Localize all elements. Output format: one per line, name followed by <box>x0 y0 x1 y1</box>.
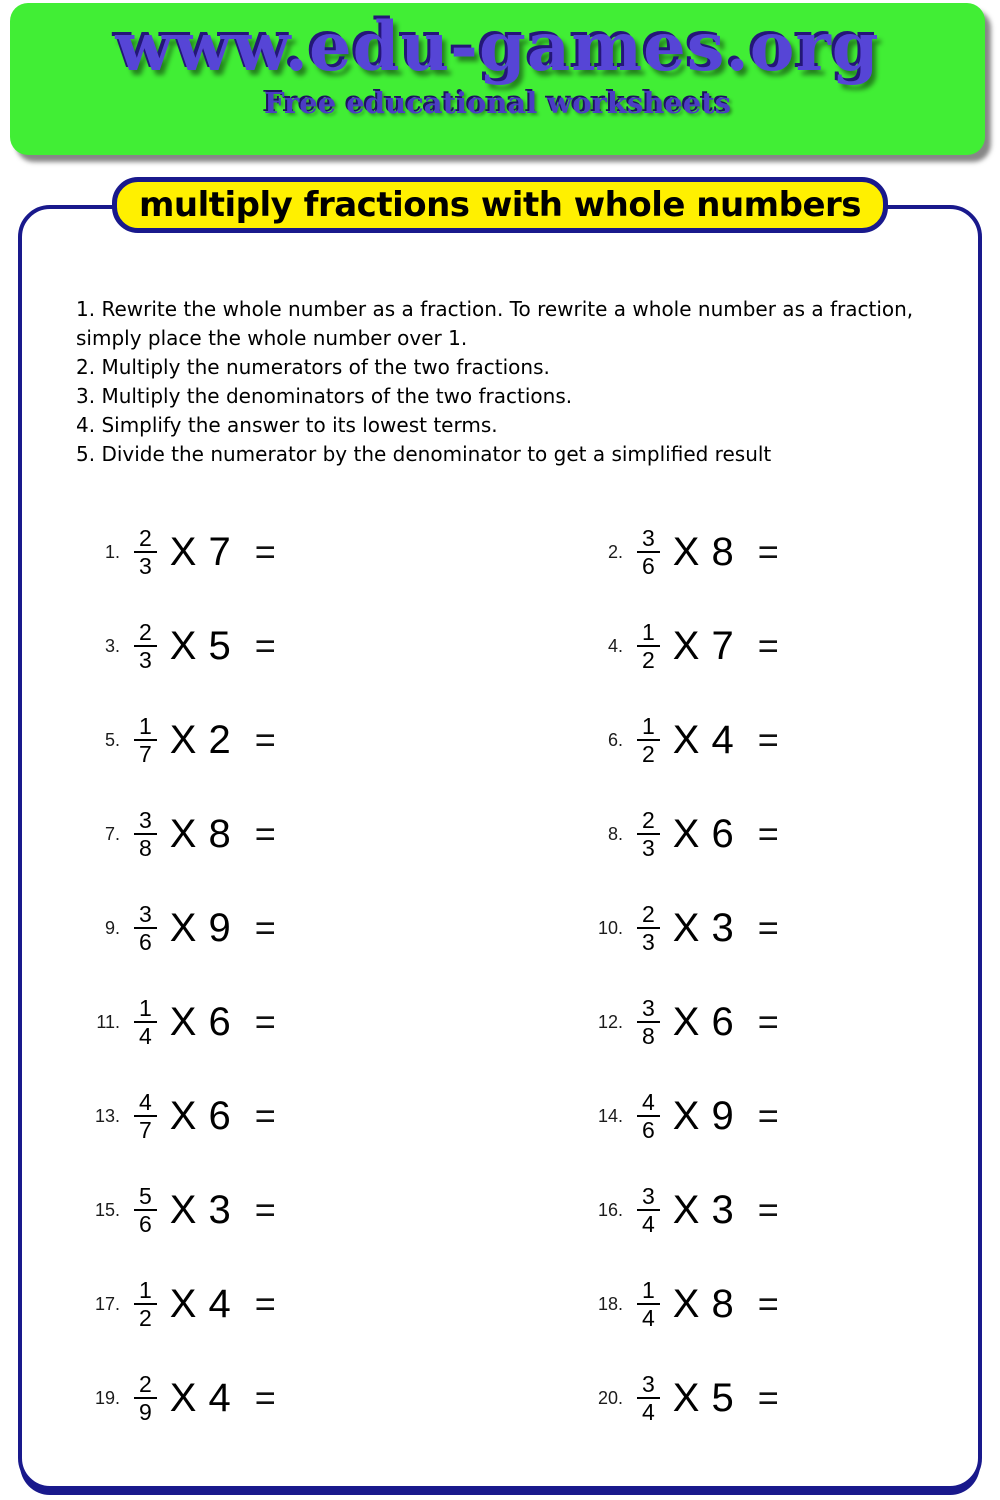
problem-row <box>547 881 956 975</box>
fraction-numerator: 2 <box>642 900 655 927</box>
multiply-sign: X <box>672 1093 700 1138</box>
fraction-denominator: 6 <box>637 1115 660 1142</box>
multiply-sign: X <box>169 1093 197 1138</box>
problem-row <box>547 1351 956 1445</box>
equals-sign: = <box>757 907 779 948</box>
fraction <box>134 620 157 673</box>
fraction-numerator: 2 <box>642 806 655 833</box>
problem-row <box>547 599 956 693</box>
fraction-numerator: 1 <box>139 1276 152 1303</box>
fraction-numerator: 2 <box>139 1370 152 1397</box>
multiply-sign: X <box>672 529 700 574</box>
instruction-line: 1. Rewrite the whole number as a fraction. To rewrite a whole number as a fraction, simply place the whole number over 1. <box>76 297 914 350</box>
fraction-numerator: 1 <box>642 618 655 645</box>
fraction <box>134 1278 157 1331</box>
problem-number: 6. <box>607 729 623 750</box>
equals-sign: = <box>254 1189 276 1230</box>
whole-number: 7 <box>711 623 734 668</box>
problem-number: 2. <box>607 541 623 562</box>
problem-grid <box>44 505 956 1445</box>
instruction-line: 2. Multiply the numerators of the two fractions. <box>76 355 550 379</box>
fraction <box>134 714 157 767</box>
fraction <box>134 808 157 861</box>
fraction-denominator: 3 <box>637 927 660 954</box>
whole-number: 8 <box>711 529 734 574</box>
instructions-block <box>76 295 976 469</box>
problem-row <box>547 693 956 787</box>
fraction-numerator: 1 <box>139 712 152 739</box>
problem-number: 19. <box>94 1387 120 1408</box>
fraction <box>134 1090 157 1143</box>
problem-row <box>547 1163 956 1257</box>
problem-number: 16. <box>597 1199 623 1220</box>
fraction-numerator: 2 <box>139 618 152 645</box>
instruction-line: 5. Divide the numerator by the denominator to get a simplified result <box>76 442 772 466</box>
problem-number: 9. <box>104 917 120 938</box>
whole-number: 5 <box>711 1375 734 1420</box>
problem-number: 1. <box>104 541 120 562</box>
problem-row <box>547 787 956 881</box>
multiply-sign: X <box>672 623 700 668</box>
fraction-denominator: 2 <box>637 739 660 766</box>
problem-number: 4. <box>607 635 623 656</box>
problem-row <box>44 881 547 975</box>
fraction-denominator: 6 <box>134 927 157 954</box>
problem-row <box>547 1069 956 1163</box>
fraction <box>637 1090 660 1143</box>
equals-sign: = <box>254 1283 276 1324</box>
equals-sign: = <box>757 531 779 572</box>
fraction-denominator: 6 <box>134 1209 157 1236</box>
whole-number: 4 <box>711 717 734 762</box>
multiply-sign: X <box>169 811 197 856</box>
multiply-sign: X <box>672 1375 700 1420</box>
equals-sign: = <box>254 1377 276 1418</box>
equals-sign: = <box>254 625 276 666</box>
fraction <box>134 996 157 1049</box>
whole-number: 8 <box>711 1281 734 1326</box>
fraction <box>134 526 157 579</box>
problem-row <box>547 1257 956 1351</box>
fraction <box>637 1184 660 1237</box>
worksheet-title-pill <box>112 177 888 233</box>
fraction-denominator: 4 <box>637 1397 660 1424</box>
whole-number: 3 <box>208 1187 231 1232</box>
fraction-numerator: 4 <box>642 1088 655 1115</box>
multiply-sign: X <box>169 905 197 950</box>
fraction-denominator: 6 <box>637 551 660 578</box>
fraction <box>637 996 660 1049</box>
fraction-numerator: 3 <box>642 1182 655 1209</box>
multiply-sign: X <box>169 1281 197 1326</box>
equals-sign: = <box>254 1095 276 1136</box>
fraction-denominator: 8 <box>134 833 157 860</box>
fraction-numerator: 1 <box>642 712 655 739</box>
problem-row <box>44 975 547 1069</box>
problem-row <box>44 1351 547 1445</box>
fraction-numerator: 1 <box>642 1276 655 1303</box>
multiply-sign: X <box>169 623 197 668</box>
equals-sign: = <box>254 813 276 854</box>
whole-number: 7 <box>208 529 231 574</box>
problem-row <box>44 1069 547 1163</box>
problem-number: 18. <box>597 1293 623 1314</box>
fraction-denominator: 8 <box>637 1021 660 1048</box>
fraction-numerator: 1 <box>139 994 152 1021</box>
whole-number: 9 <box>208 905 231 950</box>
problem-row <box>44 1257 547 1351</box>
fraction-numerator: 5 <box>139 1182 152 1209</box>
problem-row <box>547 975 956 1069</box>
multiply-sign: X <box>672 905 700 950</box>
whole-number: 6 <box>711 811 734 856</box>
fraction-denominator: 7 <box>134 1115 157 1142</box>
problem-number: 7. <box>104 823 120 844</box>
worksheet-panel <box>18 185 982 1490</box>
problem-row <box>547 505 956 599</box>
fraction-numerator: 3 <box>139 900 152 927</box>
site-banner <box>10 3 985 155</box>
whole-number: 8 <box>208 811 231 856</box>
fraction-denominator: 3 <box>134 551 157 578</box>
problem-row <box>44 1163 547 1257</box>
equals-sign: = <box>757 719 779 760</box>
problem-number: 8. <box>607 823 623 844</box>
whole-number: 3 <box>711 1187 734 1232</box>
multiply-sign: X <box>169 529 197 574</box>
multiply-sign: X <box>672 717 700 762</box>
equals-sign: = <box>757 1189 779 1230</box>
multiply-sign: X <box>672 999 700 1044</box>
problem-number: 3. <box>104 635 120 656</box>
problem-number: 17. <box>94 1293 120 1314</box>
instruction-line: 4. Simplify the answer to its lowest terms. <box>76 413 498 437</box>
fraction <box>134 1184 157 1237</box>
multiply-sign: X <box>169 999 197 1044</box>
worksheet-title: multiply fractions with whole numbers <box>138 185 862 225</box>
fraction <box>637 1372 660 1425</box>
fraction-denominator: 4 <box>134 1021 157 1048</box>
multiply-sign: X <box>672 1187 700 1232</box>
equals-sign: = <box>254 1001 276 1042</box>
equals-sign: = <box>757 813 779 854</box>
fraction-denominator: 7 <box>134 739 157 766</box>
fraction-numerator: 3 <box>642 1370 655 1397</box>
multiply-sign: X <box>169 1187 197 1232</box>
fraction-numerator: 3 <box>642 524 655 551</box>
fraction <box>134 902 157 955</box>
fraction <box>637 902 660 955</box>
problem-number: 14. <box>597 1105 623 1126</box>
fraction-numerator: 3 <box>642 994 655 1021</box>
fraction <box>637 526 660 579</box>
whole-number: 6 <box>208 999 231 1044</box>
problem-row <box>44 599 547 693</box>
equals-sign: = <box>757 1001 779 1042</box>
instruction-line: 3. Multiply the denominators of the two fractions. <box>76 384 573 408</box>
fraction-numerator: 4 <box>139 1088 152 1115</box>
fraction-denominator: 4 <box>637 1303 660 1330</box>
problem-number: 20. <box>597 1387 623 1408</box>
fraction-denominator: 3 <box>134 645 157 672</box>
fraction <box>637 808 660 861</box>
equals-sign: = <box>757 1377 779 1418</box>
fraction-numerator: 2 <box>139 524 152 551</box>
fraction-denominator: 9 <box>134 1397 157 1424</box>
whole-number: 4 <box>208 1281 231 1326</box>
fraction <box>134 1372 157 1425</box>
fraction-denominator: 2 <box>637 645 660 672</box>
equals-sign: = <box>254 719 276 760</box>
site-tagline: Free educational worksheets <box>263 86 732 120</box>
problem-number: 5. <box>104 729 120 750</box>
whole-number: 9 <box>711 1093 734 1138</box>
fraction-denominator: 2 <box>134 1303 157 1330</box>
whole-number: 6 <box>208 1093 231 1138</box>
multiply-sign: X <box>672 1281 700 1326</box>
fraction-numerator: 3 <box>139 806 152 833</box>
multiply-sign: X <box>169 1375 197 1420</box>
problem-row <box>44 693 547 787</box>
problem-row <box>44 505 547 599</box>
fraction-denominator: 4 <box>637 1209 660 1236</box>
equals-sign: = <box>757 1095 779 1136</box>
equals-sign: = <box>757 1283 779 1324</box>
problem-number: 11. <box>96 1011 120 1032</box>
whole-number: 2 <box>208 717 231 762</box>
whole-number: 3 <box>711 905 734 950</box>
problem-number: 13. <box>94 1105 120 1126</box>
whole-number: 4 <box>208 1375 231 1420</box>
multiply-sign: X <box>672 811 700 856</box>
equals-sign: = <box>254 907 276 948</box>
fraction <box>637 714 660 767</box>
equals-sign: = <box>757 625 779 666</box>
problem-row <box>44 787 547 881</box>
problem-number: 15. <box>94 1199 120 1220</box>
multiply-sign: X <box>169 717 197 762</box>
whole-number: 6 <box>711 999 734 1044</box>
equals-sign: = <box>254 531 276 572</box>
whole-number: 5 <box>208 623 231 668</box>
fraction-denominator: 3 <box>637 833 660 860</box>
site-logo: www.edu-games.org <box>115 7 880 86</box>
problem-number: 10. <box>597 917 623 938</box>
fraction <box>637 1278 660 1331</box>
fraction <box>637 620 660 673</box>
problem-number: 12. <box>597 1011 623 1032</box>
